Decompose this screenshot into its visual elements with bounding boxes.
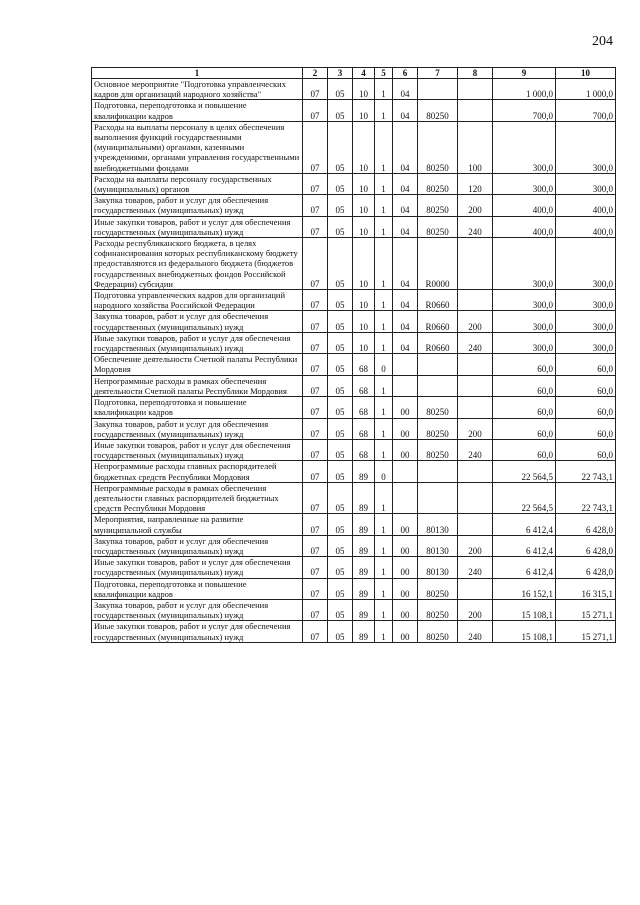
table-row [92, 375, 616, 396]
row-code: 05 [328, 557, 353, 578]
row-description: Подготовка, переподготовка и повышение квалификации кадров [92, 578, 303, 599]
row-code [458, 397, 493, 418]
row-code: 07 [303, 375, 328, 396]
row-code: 1 [375, 173, 393, 194]
budget-table [91, 67, 616, 643]
row-amount: 300,0 [493, 311, 556, 332]
row-code: 10 [353, 100, 375, 121]
table-row [92, 557, 616, 578]
row-code [418, 79, 458, 100]
row-code [418, 375, 458, 396]
row-code: 05 [328, 311, 353, 332]
column-header: 2 [303, 68, 328, 79]
row-code: 1 [375, 621, 393, 642]
row-code: 07 [303, 332, 328, 353]
row-code: 05 [328, 121, 353, 173]
row-code: 89 [353, 514, 375, 535]
row-amount: 60,0 [556, 397, 616, 418]
row-code: 04 [393, 195, 418, 216]
row-code: 10 [353, 332, 375, 353]
row-code: 1 [375, 599, 393, 620]
row-code: 200 [458, 535, 493, 556]
row-code [418, 354, 458, 375]
row-description: Подготовка управленческих кадров для организаций народного хозяйства Российской Федерации [92, 290, 303, 311]
row-amount: 15 108,1 [493, 599, 556, 620]
row-code: 05 [328, 578, 353, 599]
column-header: 10 [556, 68, 616, 79]
row-code: 07 [303, 290, 328, 311]
row-code [393, 375, 418, 396]
row-code: 05 [328, 375, 353, 396]
row-code: 1 [375, 290, 393, 311]
row-code: 80250 [418, 121, 458, 173]
row-code: 05 [328, 216, 353, 237]
row-amount: 6 428,0 [556, 535, 616, 556]
row-code: 10 [353, 173, 375, 194]
row-code: 07 [303, 121, 328, 173]
row-code: R0660 [418, 290, 458, 311]
row-code: 10 [353, 195, 375, 216]
row-code: 1 [375, 578, 393, 599]
row-amount: 15 271,1 [556, 599, 616, 620]
row-code: 80250 [418, 397, 458, 418]
table-row [92, 173, 616, 194]
row-description: Подготовка, переподготовка и повышение квалификации кадров [92, 397, 303, 418]
row-code: 200 [458, 418, 493, 439]
table-row [92, 79, 616, 100]
row-code: 00 [393, 535, 418, 556]
row-code: 1 [375, 482, 393, 514]
row-code: 80130 [418, 535, 458, 556]
row-code: 07 [303, 514, 328, 535]
row-amount: 6 428,0 [556, 514, 616, 535]
row-amount: 60,0 [556, 354, 616, 375]
row-amount: 22 743,1 [556, 461, 616, 482]
row-code: 05 [328, 439, 353, 460]
row-amount: 300,0 [556, 121, 616, 173]
row-code: 00 [393, 621, 418, 642]
row-code: 07 [303, 535, 328, 556]
table-row [92, 439, 616, 460]
row-code [458, 514, 493, 535]
row-code: 04 [393, 79, 418, 100]
row-code: 05 [328, 238, 353, 290]
row-code: 10 [353, 121, 375, 173]
row-amount: 60,0 [493, 439, 556, 460]
row-code: 80250 [418, 173, 458, 194]
row-description: Непрограммные расходы в рамках обеспечения деятельности Счетной палаты Республики Мордовия [92, 375, 303, 396]
table-row [92, 290, 616, 311]
row-code: 1 [375, 238, 393, 290]
row-description: Иные закупки товаров, работ и услуг для обеспечения государственных (муниципальных) нужд [92, 621, 303, 642]
row-code: 1 [375, 375, 393, 396]
table-row [92, 311, 616, 332]
row-code: 0 [375, 461, 393, 482]
row-code: 07 [303, 578, 328, 599]
row-code: 1 [375, 397, 393, 418]
row-code: 04 [393, 100, 418, 121]
row-code: 0 [375, 354, 393, 375]
row-code: 05 [328, 397, 353, 418]
row-code: 240 [458, 439, 493, 460]
row-code [458, 100, 493, 121]
row-code: 89 [353, 461, 375, 482]
row-code: 1 [375, 121, 393, 173]
row-code: 68 [353, 439, 375, 460]
row-amount: 300,0 [493, 121, 556, 173]
row-code: 00 [393, 557, 418, 578]
row-amount: 400,0 [556, 216, 616, 237]
row-amount: 400,0 [556, 195, 616, 216]
row-code: 04 [393, 173, 418, 194]
row-code: 04 [393, 332, 418, 353]
row-code: 07 [303, 79, 328, 100]
row-code: 10 [353, 79, 375, 100]
table-row [92, 195, 616, 216]
table-row [92, 482, 616, 514]
table-row [92, 238, 616, 290]
row-amount: 6 412,4 [493, 514, 556, 535]
row-description: Непрограммные расходы в рамках обеспечения деятельности главных распорядителей бюджетных средств Республики Мордовия [92, 482, 303, 514]
row-code: 07 [303, 216, 328, 237]
row-code: 1 [375, 535, 393, 556]
row-description: Мероприятия, направленные на развитие муниципальной службы [92, 514, 303, 535]
row-description: Закупка товаров, работ и услуг для обеспечения государственных (муниципальных) нужд [92, 311, 303, 332]
row-code: 04 [393, 290, 418, 311]
row-amount: 16 152,1 [493, 578, 556, 599]
table-row [92, 121, 616, 173]
row-code: 68 [353, 354, 375, 375]
row-code [393, 482, 418, 514]
table-row [92, 621, 616, 642]
row-code: 00 [393, 599, 418, 620]
row-code: 80250 [418, 578, 458, 599]
row-code: R0000 [418, 238, 458, 290]
row-code: 00 [393, 397, 418, 418]
table-row [92, 397, 616, 418]
row-code: 80130 [418, 557, 458, 578]
row-code: 07 [303, 557, 328, 578]
row-amount: 60,0 [493, 354, 556, 375]
row-code: 05 [328, 535, 353, 556]
row-code: 07 [303, 100, 328, 121]
row-code [458, 354, 493, 375]
table-row [92, 332, 616, 353]
row-code: 05 [328, 195, 353, 216]
row-code [458, 578, 493, 599]
row-code: 80250 [418, 216, 458, 237]
row-code: 05 [328, 599, 353, 620]
row-code: 07 [303, 195, 328, 216]
row-amount: 22 743,1 [556, 482, 616, 514]
row-code: R0660 [418, 332, 458, 353]
row-code: 1 [375, 79, 393, 100]
row-code: 00 [393, 439, 418, 460]
column-header: 7 [418, 68, 458, 79]
row-code: 89 [353, 599, 375, 620]
row-code: 07 [303, 173, 328, 194]
row-code: 80250 [418, 621, 458, 642]
row-code: 80250 [418, 599, 458, 620]
row-amount: 60,0 [493, 375, 556, 396]
row-code: 240 [458, 557, 493, 578]
row-description: Закупка товаров, работ и услуг для обеспечения государственных (муниципальных) нужд [92, 535, 303, 556]
table-row [92, 461, 616, 482]
row-amount: 16 315,1 [556, 578, 616, 599]
row-description: Иные закупки товаров, работ и услуг для обеспечения государственных (муниципальных) нужд [92, 439, 303, 460]
column-header: 1 [92, 68, 303, 79]
row-code: 68 [353, 397, 375, 418]
row-code: 80250 [418, 100, 458, 121]
row-code: 240 [458, 332, 493, 353]
row-amount: 60,0 [493, 397, 556, 418]
row-description: Непрограммные расходы главных распорядителей бюджетных средств Республики Мордовия [92, 461, 303, 482]
row-amount: 15 271,1 [556, 621, 616, 642]
row-code: 100 [458, 121, 493, 173]
row-description: Расходы на выплаты персоналу в целях обеспечения выполнения функций государственными (муниципальными) органами, казенными учреждениями, органами управления государственными внебюджетными фондами [92, 121, 303, 173]
row-code: 200 [458, 311, 493, 332]
row-amount: 60,0 [556, 418, 616, 439]
row-amount: 700,0 [556, 100, 616, 121]
row-code: 240 [458, 621, 493, 642]
row-code: 07 [303, 482, 328, 514]
row-code: 200 [458, 195, 493, 216]
row-code: 1 [375, 514, 393, 535]
row-amount: 300,0 [493, 332, 556, 353]
row-description: Подготовка, переподготовка и повышение квалификации кадров [92, 100, 303, 121]
row-description: Основное мероприятие "Подготовка управленческих кадров для организаций народного хозяйства" [92, 79, 303, 100]
row-code: 1 [375, 332, 393, 353]
row-code: 05 [328, 461, 353, 482]
row-code: 04 [393, 311, 418, 332]
row-code [418, 461, 458, 482]
row-code: 80130 [418, 514, 458, 535]
row-description: Закупка товаров, работ и услуг для обеспечения государственных (муниципальных) нужд [92, 195, 303, 216]
row-code: 04 [393, 238, 418, 290]
row-amount: 300,0 [556, 290, 616, 311]
row-code [458, 482, 493, 514]
row-amount: 300,0 [556, 332, 616, 353]
row-code [418, 482, 458, 514]
table-row [92, 418, 616, 439]
row-amount: 1 000,0 [493, 79, 556, 100]
row-code: 10 [353, 311, 375, 332]
row-code: 05 [328, 100, 353, 121]
table-row [92, 599, 616, 620]
row-description: Расходы республиканского бюджета, в целях софинансирования которых республиканскому бюджету предоставляются из федерального бюджета (бюджетов государственных внебюджетных фондов Российской Федерации) субсидии [92, 238, 303, 290]
table-row [92, 354, 616, 375]
row-amount: 60,0 [493, 418, 556, 439]
table-row [92, 578, 616, 599]
row-code: 1 [375, 311, 393, 332]
row-code: 89 [353, 482, 375, 514]
row-code: 1 [375, 439, 393, 460]
row-code: 80250 [418, 195, 458, 216]
row-code: 05 [328, 418, 353, 439]
row-code: 07 [303, 599, 328, 620]
row-amount: 300,0 [493, 290, 556, 311]
column-header: 6 [393, 68, 418, 79]
row-code: 07 [303, 461, 328, 482]
table-row [92, 100, 616, 121]
row-description: Расходы на выплаты персоналу государственных (муниципальных) органов [92, 173, 303, 194]
column-header: 4 [353, 68, 375, 79]
row-amount: 60,0 [556, 375, 616, 396]
row-amount: 300,0 [493, 238, 556, 290]
row-code: 00 [393, 514, 418, 535]
row-code [458, 290, 493, 311]
row-code: 07 [303, 311, 328, 332]
row-code: 1 [375, 100, 393, 121]
row-code: 1 [375, 418, 393, 439]
row-code: 10 [353, 238, 375, 290]
row-code: 07 [303, 418, 328, 439]
row-code: 1 [375, 216, 393, 237]
row-amount: 700,0 [493, 100, 556, 121]
row-code: 68 [353, 375, 375, 396]
row-amount: 300,0 [493, 173, 556, 194]
row-amount: 300,0 [556, 173, 616, 194]
row-amount: 400,0 [493, 195, 556, 216]
row-description: Иные закупки товаров, работ и услуг для обеспечения государственных (муниципальных) нужд [92, 557, 303, 578]
row-code: 89 [353, 535, 375, 556]
column-header: 8 [458, 68, 493, 79]
row-code: 120 [458, 173, 493, 194]
row-code [458, 79, 493, 100]
row-code: 10 [353, 216, 375, 237]
table-row [92, 535, 616, 556]
row-description: Закупка товаров, работ и услуг для обеспечения государственных (муниципальных) нужд [92, 418, 303, 439]
row-code: 05 [328, 514, 353, 535]
page-number: 204 [592, 34, 613, 49]
row-code: 89 [353, 557, 375, 578]
row-code [458, 375, 493, 396]
row-code: 10 [353, 290, 375, 311]
row-code: 240 [458, 216, 493, 237]
row-code: 1 [375, 557, 393, 578]
row-amount: 1 000,0 [556, 79, 616, 100]
table-body [92, 79, 616, 643]
row-code [458, 238, 493, 290]
row-code: 07 [303, 397, 328, 418]
row-code: 04 [393, 216, 418, 237]
row-code: 04 [393, 121, 418, 173]
row-description: Иные закупки товаров, работ и услуг для обеспечения государственных (муниципальных) нужд [92, 216, 303, 237]
row-amount: 22 564,5 [493, 461, 556, 482]
row-amount: 60,0 [556, 439, 616, 460]
row-description: Обеспечение деятельности Счетной палаты Республики Мордовия [92, 354, 303, 375]
row-code: 89 [353, 578, 375, 599]
row-description: Закупка товаров, работ и услуг для обеспечения государственных (муниципальных) нужд [92, 599, 303, 620]
table-row [92, 216, 616, 237]
row-code: 07 [303, 621, 328, 642]
row-amount: 6 412,4 [493, 557, 556, 578]
table-row [92, 514, 616, 535]
column-header: 9 [493, 68, 556, 79]
row-code: 07 [303, 354, 328, 375]
row-code [458, 461, 493, 482]
row-code: 200 [458, 599, 493, 620]
row-code: 05 [328, 482, 353, 514]
column-header: 5 [375, 68, 393, 79]
row-code: 80250 [418, 439, 458, 460]
row-code: 05 [328, 332, 353, 353]
row-code: R0660 [418, 311, 458, 332]
row-code: 05 [328, 79, 353, 100]
row-amount: 400,0 [493, 216, 556, 237]
row-code [393, 461, 418, 482]
row-code: 89 [353, 621, 375, 642]
row-amount: 15 108,1 [493, 621, 556, 642]
table-header-row [92, 68, 616, 79]
row-code: 00 [393, 578, 418, 599]
row-code [393, 354, 418, 375]
row-amount: 22 564,5 [493, 482, 556, 514]
row-code: 68 [353, 418, 375, 439]
row-code: 80250 [418, 418, 458, 439]
row-code: 1 [375, 195, 393, 216]
row-code: 05 [328, 290, 353, 311]
column-header: 3 [328, 68, 353, 79]
row-code: 05 [328, 173, 353, 194]
row-amount: 6 428,0 [556, 557, 616, 578]
row-code: 07 [303, 439, 328, 460]
row-amount: 300,0 [556, 238, 616, 290]
row-code: 05 [328, 354, 353, 375]
row-code: 07 [303, 238, 328, 290]
row-code: 05 [328, 621, 353, 642]
row-amount: 300,0 [556, 311, 616, 332]
row-code: 00 [393, 418, 418, 439]
row-amount: 6 412,4 [493, 535, 556, 556]
row-description: Иные закупки товаров, работ и услуг для обеспечения государственных (муниципальных) нужд [92, 332, 303, 353]
